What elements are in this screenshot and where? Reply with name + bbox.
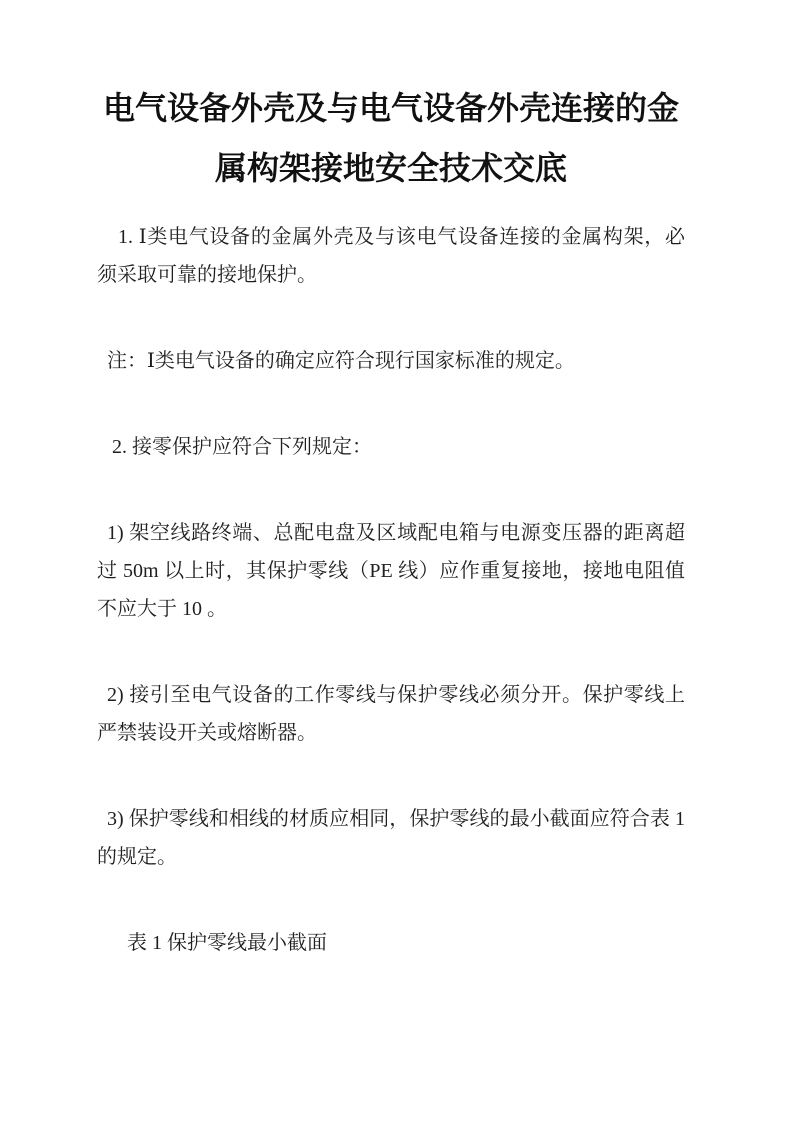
paragraph-item-1: 1) 架空线路终端、总配电盘及区域配电箱与电源变压器的距离超过 50m 以上时，其保护零线（PE 线）应作重复接地，接地电阻值不应大于 10 。 [97, 522, 685, 620]
paragraph-note: 注：Ⅰ类电气设备的确定应符合现行国家标准的规定。 [107, 350, 575, 372]
document-content [97, 78, 685, 962]
paragraph-item-3: 3) 保护零线和相线的材质应相同，保护零线的最小截面应符合表 1 的规定。 [97, 808, 685, 868]
paragraph-clause-1: 1. Ⅰ类电气设备的金属外壳及与该电气设备连接的金属构架，必须采取可靠的接地保护。 [97, 226, 685, 286]
paragraph-clause-2: 2. 接零保护应符合下列规定： [112, 436, 372, 458]
table-caption: 表 1 保护零线最小截面 [127, 932, 327, 954]
paragraph-item-2: 2) 接引至电气设备的工作零线与保护零线必须分开。保护零线上严禁装设开关或熔断器。 [97, 684, 685, 744]
document-title: 电气设备外壳及与电气设备外壳连接的金属构架接地安全技术交底 [102, 90, 679, 186]
